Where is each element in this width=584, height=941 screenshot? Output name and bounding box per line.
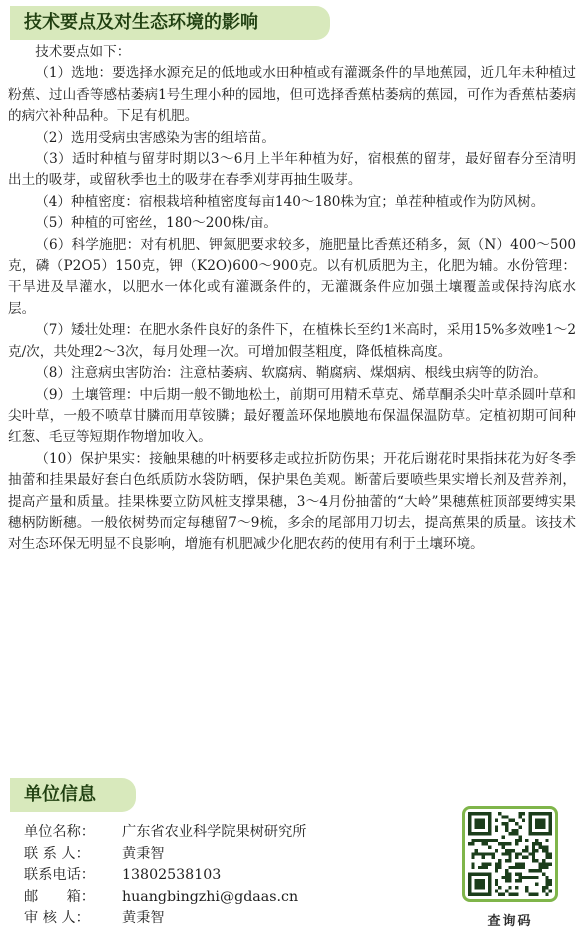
technique-body: [8, 42, 576, 556]
paragraph-soil-management: （9）土壤管理：中后期一般不锄地松土，前期可用精禾草克、烯草酮杀尖叶草杀圆叶草和尖叶草，一般不喷草甘膦而用草铵膦；最好覆盖环保地膜地布保温保温防草。定植初期可间种红葱、毛豆等短期作物增加收入。: [8, 386, 576, 446]
qr-caption: 查询码: [487, 914, 533, 929]
paragraph-dwarfing: （7）矮壮处理：在肥水条件良好的条件下，在植株长至约1米高时，采用15%多效唑1～2克/次，共处理2～3次，每月处理一次。可增加假茎粗度，降低植株高度。: [8, 322, 576, 360]
info-row-unit: [24, 822, 424, 844]
section-heading-technique: 技术要点及对生态环境的影响: [10, 6, 330, 40]
paragraph-intro: 技术要点如下：: [35, 44, 131, 60]
info-value-phone: 13802538103: [122, 867, 222, 884]
paragraph-pest-control: （8）注意病虫害防治：注意枯萎病、软腐病、鞘腐病、煤烟病、根线虫病等的防治。: [35, 365, 547, 382]
section-heading-unit-info: 单位信息: [10, 778, 136, 812]
paragraph-planting-time: （3）适时种植与留芽时期以3～6月上半年种植为好，宿根蕉的留芽，最好留春分至清明出土的吸芽，或留秋季也土的吸芽在春季刈芽再抽生吸芽。: [8, 151, 576, 189]
info-label: 联系电话：: [24, 867, 95, 884]
info-label: 邮 箱：: [24, 888, 95, 905]
info-value-reviewer: 黄秉智: [122, 910, 165, 927]
paragraph-fertilization: （6）科学施肥：对有机肥、钾氮肥要求较多，施肥量比香蕉还稍多，氮（N）400～500克，磷（P2O5）150克，钾（K2O)600～900克。以有机质肥为主，化肥为辅。水份管理：干旱进及旱灌水，以肥水一体化或有灌溉条件的，无灌溉条件应加强土壤覆盖或保持沟底水层。: [8, 236, 576, 317]
info-label: 单位名称：: [24, 824, 95, 840]
info-value-contact: 黄秉智: [122, 845, 165, 862]
paragraph-density-2: （5）种植的可密丝，180～200株/亩。: [35, 215, 278, 232]
info-label: 审 核 人：: [24, 910, 90, 927]
info-label: 联 系 人：: [24, 845, 90, 862]
info-value-unit: 广东省农业科学院果树研究所: [122, 824, 307, 840]
qr-code-frame: [462, 806, 558, 902]
paragraph-site-selection: （1）选地：要选择水源充足的低地或水田种植或有灌溉条件的旱地蕉园，近几年未种植过粉蕉、过山香等感枯萎病1号生理小种的园地，但可选择香蕉枯萎病的蕉园，可作为香蕉枯萎病的病穴补种品种。下足有机肥。: [8, 65, 576, 125]
paragraph-fruit-protection: （10）保护果实：接触果穗的叶柄要移走或拉折防伤果；开花后谢花时果指抹花为好冬季抽蕾和挂果最好套白色纸质防水袋防晒，保护果色美观。断蕾后要喷些果实增长剂及营养剂，提高产量和质量。挂果株要立防风桩支撑果穗，3～4月份抽蕾的“大岭”果穗蕉桩顶部要缚实果穗柄防断穗。一般依树势而定每穗留7～9梳，多余的尾部用刀切去，提高蕉果的质量。该技术对生态环保无明显不良影响，增施有机肥减少化肥农药的使用有利于土壤环境。: [8, 450, 576, 553]
qr-code-block: [455, 806, 565, 932]
qr-code-icon: [468, 812, 552, 896]
unit-info-list: [24, 822, 424, 930]
info-row-email: [24, 887, 424, 909]
info-row-contact: [24, 844, 424, 866]
info-value-email: huangbingzhi@gdaas.cn: [122, 888, 299, 905]
info-row-phone: [24, 865, 424, 887]
paragraph-seedlings: （2）选用受病虫害感染为害的组培苗。: [35, 129, 275, 146]
paragraph-density: （4）种植密度：宿根栽培种植密度每亩140～180株为宜；单茬种植或作为防风树。: [35, 193, 545, 210]
info-row-reviewer: [24, 908, 424, 930]
